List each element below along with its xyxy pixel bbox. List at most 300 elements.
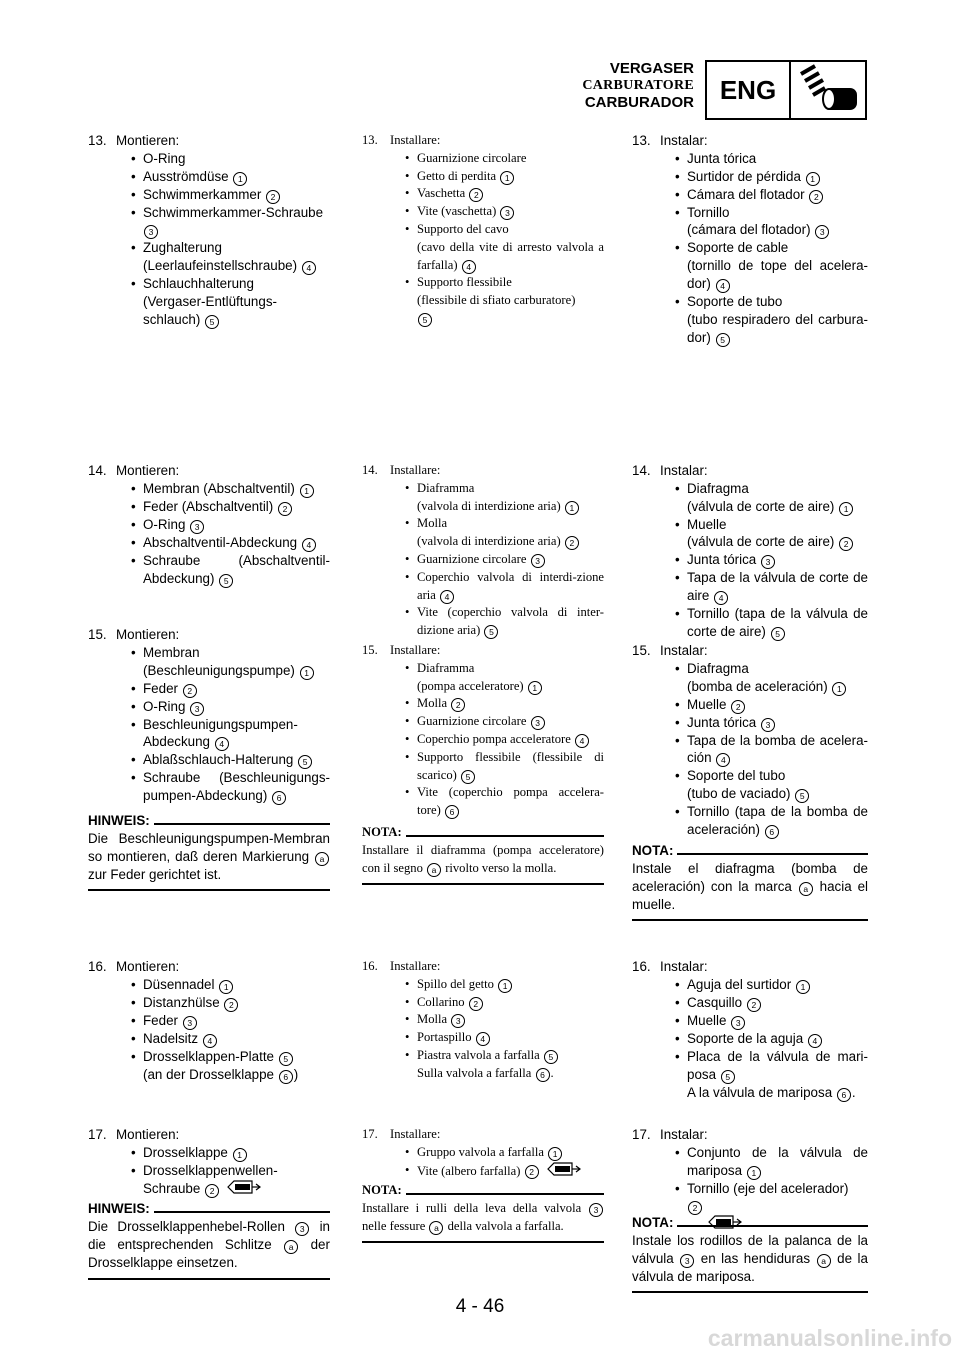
step-label: Instalar:	[660, 1127, 708, 1142]
callout-number: 1	[806, 172, 820, 186]
section-title-block	[582, 60, 694, 111]
callout-number: 2	[278, 502, 292, 516]
list-item	[88, 769, 330, 805]
list-item	[362, 221, 604, 274]
list-item	[632, 803, 868, 839]
list-item	[88, 150, 330, 168]
step-label: Montieren:	[116, 959, 180, 974]
item-text: Vaschetta	[417, 186, 466, 201]
item-text: Molla	[417, 1012, 448, 1027]
item-text: Junta tórica	[687, 552, 757, 568]
note-body	[362, 842, 604, 878]
step-17	[362, 1126, 604, 1181]
callout-number: 1	[233, 1148, 247, 1162]
callout-number: 6	[536, 1068, 550, 1082]
step-16	[88, 958, 330, 1084]
callout-number: 4	[462, 260, 476, 274]
note-text: de la válvula de mariposa.	[632, 1250, 868, 1284]
item-text: .	[550, 1065, 554, 1080]
note-end-rule	[362, 1241, 604, 1243]
list-item	[632, 767, 868, 803]
callout-number: 3	[680, 1254, 694, 1268]
callout-number: 3	[190, 520, 204, 534]
item-text: (bomba de aceleración)	[687, 678, 828, 694]
callout-number: 2	[451, 698, 465, 712]
callout-letter: a	[427, 863, 441, 877]
list-item	[632, 696, 868, 714]
note-text: en las hendiduras	[700, 1250, 811, 1266]
list-item	[362, 994, 604, 1012]
item-text: Piastra valvola a farfalla	[417, 1047, 540, 1062]
list-item	[88, 1144, 330, 1162]
list-item	[632, 293, 868, 347]
list-item	[88, 994, 330, 1012]
item-text: Muelle	[687, 696, 727, 712]
list-item	[362, 515, 604, 551]
callout-number: 1	[300, 484, 314, 498]
step-15	[632, 642, 868, 839]
note-title: NOTA:	[632, 1214, 868, 1232]
item-text: Düsennadel	[143, 976, 215, 992]
step-number: 15.	[362, 643, 378, 657]
item-text: O-Ring	[143, 150, 186, 166]
note-body	[88, 1218, 330, 1272]
list-item	[88, 168, 330, 186]
note-text: zur Feder gerichtet ist.	[88, 866, 222, 882]
callout-number: 6	[445, 805, 459, 819]
item-text: Supporto flessibile	[417, 275, 512, 290]
callout-number: 2	[224, 998, 238, 1012]
item-text: Junta tórica	[687, 150, 757, 166]
callout-number: 3	[761, 718, 775, 732]
item-text: Schraube	[143, 1180, 201, 1196]
item-text: Tornillo (eje del acelerador)	[687, 1180, 849, 1196]
step-label: Installare:	[390, 1127, 441, 1141]
callout-number: 1	[219, 980, 233, 994]
step-number: 14.	[362, 463, 378, 477]
note-text: der Drosselklappe einsetzen.	[88, 1236, 330, 1270]
step-14	[88, 462, 330, 588]
note-text: rivolto verso la molla.	[445, 860, 557, 875]
item-text: Diafragma	[687, 660, 749, 676]
list-item	[88, 498, 330, 516]
note-end-rule	[632, 1291, 868, 1293]
item-text: (valvola di interdizione aria)	[417, 534, 561, 549]
item-text: Supporto flessibile (flessibile di scarico)	[417, 749, 604, 782]
callout-number: 4	[203, 1034, 217, 1048]
callout-letter: a	[799, 882, 813, 896]
callout-number: 1	[832, 682, 846, 696]
note-end-rule	[632, 919, 868, 921]
list-item	[632, 1048, 868, 1102]
note-text: Installare i rulli della leva della valvola	[362, 1200, 582, 1215]
item-text: Junta tórica	[687, 714, 757, 730]
list-item	[632, 480, 868, 516]
list-item	[362, 784, 604, 820]
step-number: 16.	[362, 959, 378, 973]
item-text: Vite (albero farfalla)	[417, 1163, 521, 1178]
step-number: 13.	[88, 133, 107, 148]
step-13	[632, 132, 868, 347]
item-text: O-Ring	[143, 698, 186, 714]
list-item	[88, 480, 330, 498]
callout-number: 1	[300, 666, 314, 680]
page-number: 4 - 46	[455, 1296, 505, 1317]
item-text: Coperchio valvola di interdi-zione aria	[417, 569, 604, 602]
note-body	[88, 830, 330, 884]
item-text: pumpen-Abdeckung)	[143, 788, 268, 804]
note-text: hacia el muelle.	[632, 878, 868, 912]
item-text: schlauch)	[143, 311, 201, 327]
callout-number: 3	[531, 716, 545, 730]
list-item	[88, 516, 330, 534]
item-text: Soporte de cable	[687, 240, 789, 256]
list-item	[362, 551, 604, 569]
list-item	[88, 186, 330, 204]
item-text: .	[851, 1084, 856, 1100]
note-text: Instale los rodillos de la palanca de la válvula	[632, 1232, 868, 1266]
item-text: Muelle	[687, 516, 727, 532]
callout-number: 2	[688, 1201, 702, 1215]
item-text: (Abschaltventil-	[238, 552, 330, 568]
list-item	[88, 680, 330, 698]
callout-number: 4	[808, 1034, 822, 1048]
item-text: Schwimmerkammer-Schraube	[143, 204, 324, 220]
list-item	[362, 480, 604, 516]
list-item	[362, 731, 604, 749]
item-text: • Schraube	[143, 552, 201, 568]
item-text: Soporte del tubo	[687, 768, 786, 784]
item-text: Conjunto de la válvula de mariposa	[687, 1144, 868, 1178]
threadlock-icon	[226, 1180, 262, 1199]
list-item	[88, 275, 330, 329]
callout-number: 3	[190, 702, 204, 716]
item-text: Tornillo (tapa de la bomba de aceleración)	[687, 804, 868, 837]
item-text: Collarino	[417, 994, 465, 1009]
callout-number: 4	[716, 279, 730, 293]
note-end-rule	[88, 1278, 330, 1280]
callout-number: 5	[205, 315, 219, 329]
callout-number: 4	[714, 591, 728, 605]
callout-number: 6	[279, 1070, 293, 1084]
list-item	[632, 660, 868, 696]
list-item	[362, 749, 604, 785]
item-text: (an der Drosselklappe	[143, 1066, 274, 1082]
item-text: Abdeckung	[143, 734, 211, 750]
item-text: Membran	[143, 644, 200, 660]
item-text: Membran (Abschaltventil)	[143, 480, 295, 496]
list-item	[632, 976, 868, 994]
list-item	[632, 516, 868, 552]
callout-number: 6	[272, 791, 286, 805]
item-text: (válvula de corte de aire)	[687, 534, 835, 550]
step-label: Instalar:	[660, 133, 708, 148]
item-text: Diaframma	[417, 660, 475, 675]
list-item	[88, 1048, 330, 1084]
item-text: Drosselklappenwellen-	[143, 1162, 278, 1178]
callout-number: 4	[716, 753, 730, 767]
callout-number: 5	[795, 789, 809, 803]
list-item	[632, 605, 868, 641]
note-title: NOTA:	[362, 824, 604, 842]
list-item	[88, 534, 330, 552]
item-text: Tornillo (tapa de la válvula de corte de aire)	[687, 606, 868, 639]
step-label: Montieren:	[116, 463, 180, 478]
list-item	[362, 150, 604, 168]
callout-number: 3	[589, 1203, 603, 1217]
watermark-link[interactable]: carmanualsonline.info	[707, 1325, 952, 1351]
step-number: 13.	[632, 133, 651, 148]
step-17	[88, 1126, 330, 1198]
item-text: (tubo respiradero del carbura-dor)	[687, 311, 868, 345]
item-text: Feder	[143, 680, 178, 696]
list-item	[362, 1047, 604, 1083]
step-label: Installare:	[390, 643, 441, 657]
item-text: Feder	[143, 1012, 178, 1028]
item-text: (flessibile di sfiato carburatore)	[417, 293, 576, 308]
step-14	[362, 462, 604, 640]
callout-number: 5	[279, 1052, 293, 1066]
list-item	[88, 976, 330, 994]
callout-number: 5	[298, 755, 312, 769]
title-italian: CARBURATORE	[582, 78, 694, 93]
callout-number: 3	[295, 1222, 309, 1236]
item-text: Coperchio pompa acceleratore	[417, 731, 571, 746]
item-text: Vite (coperchio valvola di inter-dizione aria)	[417, 605, 604, 638]
list-item	[88, 644, 330, 680]
item-text: O-Ring	[143, 516, 186, 532]
step-number: 17.	[88, 1127, 107, 1142]
item-text: (cámara del flotador)	[687, 222, 811, 238]
callout-number: 2	[747, 998, 761, 1012]
item-text: Ausströmdüse	[143, 168, 229, 184]
item-text: Tapa de la válvula de corte de aire	[687, 570, 868, 604]
item-text: Vite (coperchio pompa accelera-tore)	[417, 785, 604, 818]
note-box	[88, 812, 330, 891]
list-item	[362, 168, 604, 186]
item-text: Portaspillo	[417, 1030, 472, 1045]
item-text: Feder (Abschaltventil)	[143, 498, 274, 514]
item-text: (Beschleunigungs-	[219, 770, 330, 786]
step-label: Installare:	[390, 959, 441, 973]
callout-number: 2	[525, 1165, 539, 1179]
item-text: (válvula de corte de aire)	[687, 498, 835, 514]
list-item	[88, 552, 330, 588]
list-item	[362, 274, 604, 327]
note-box	[362, 824, 604, 885]
step-13	[88, 132, 330, 329]
callout-number: 3	[761, 555, 775, 569]
list-item	[362, 1011, 604, 1029]
callout-number: 4	[302, 261, 316, 275]
note-box	[88, 1200, 330, 1280]
callout-letter: a	[284, 1240, 298, 1254]
item-text: • Schraube	[143, 770, 201, 786]
item-text: Drosselklappen-Platte	[143, 1048, 274, 1064]
callout-number: 5	[219, 574, 233, 588]
item-text: Placa de la válvula de mari-posa	[687, 1048, 868, 1082]
callout-number: 1	[565, 501, 579, 515]
callout-letter: a	[429, 1221, 443, 1235]
list-item	[632, 1012, 868, 1030]
step-16	[362, 958, 604, 1083]
callout-number: 6	[765, 825, 779, 839]
list-item	[362, 976, 604, 994]
item-text: Sulla valvola a farfalla	[417, 1065, 532, 1080]
note-box	[632, 842, 868, 921]
note-text: Instale el diafragma (bomba de aceleración) con la marca	[632, 860, 868, 894]
step-number: 16.	[632, 959, 651, 974]
callout-number: 5	[461, 770, 475, 784]
list-item	[362, 604, 604, 640]
callout-number: 3	[451, 1014, 465, 1028]
list-item	[632, 239, 868, 293]
note-title: HINWEIS:	[88, 812, 330, 830]
item-text: Spillo del getto	[417, 976, 494, 991]
callout-number: 2	[266, 190, 280, 204]
step-number: 14.	[632, 463, 651, 478]
item-text: Surtidor de pérdida	[687, 168, 801, 184]
list-item	[362, 660, 604, 696]
list-item	[632, 551, 868, 569]
callout-number: 1	[498, 979, 512, 993]
item-text: Aguja del surtidor	[687, 976, 792, 992]
list-item	[632, 1144, 868, 1180]
list-item	[632, 168, 868, 186]
note-body	[632, 1232, 868, 1286]
item-text: Muelle	[687, 1012, 727, 1028]
step-label: Montieren:	[116, 133, 180, 148]
list-item	[632, 204, 868, 240]
step-16	[632, 958, 868, 1102]
list-item	[88, 204, 330, 240]
callout-number: 2	[809, 190, 823, 204]
callout-number: 5	[418, 313, 432, 327]
step-15	[88, 626, 330, 805]
item-text: Tapa de la bomba de acelera-ción	[687, 732, 868, 766]
list-item	[88, 1162, 330, 1199]
list-item	[362, 203, 604, 221]
callout-number: 3	[815, 225, 829, 239]
callout-number: 2	[183, 684, 197, 698]
step-number: 15.	[88, 627, 107, 642]
callout-number: 4	[476, 1032, 490, 1046]
note-text: della valvola a farfalla.	[447, 1218, 564, 1233]
list-item	[632, 732, 868, 768]
item-text: Diaframma	[417, 480, 475, 495]
callout-number: 1	[528, 681, 542, 695]
item-text: Schwimmerkammer	[143, 186, 262, 202]
item-text: (Beschleunigungspumpe)	[143, 662, 295, 678]
callout-number: 3	[183, 1016, 197, 1030]
callout-number: 3	[144, 225, 158, 239]
callout-number: 3	[500, 206, 514, 220]
callout-number: 4	[575, 734, 589, 748]
step-number: 16.	[88, 959, 107, 974]
callout-number: 5	[544, 1050, 558, 1064]
item-text: Ablaßschlauch-Halterung	[143, 752, 294, 768]
list-item	[632, 714, 868, 732]
item-text: (Vergaser-Entlüftungs-	[143, 293, 277, 309]
callout-letter: a	[315, 852, 329, 866]
item-text: Getto di perdita	[417, 168, 497, 183]
item-text: A la válvula de mariposa	[687, 1084, 833, 1100]
item-text: Schlauchhalterung	[143, 276, 254, 292]
list-item	[88, 698, 330, 716]
note-text: Die Beschleunigungspumpen-Membran so montieren, daß deren Markierung	[88, 830, 330, 864]
callout-number: 1	[747, 1166, 761, 1180]
note-body	[632, 860, 868, 914]
step-14	[632, 462, 868, 641]
list-item	[88, 751, 330, 769]
item-text: Molla	[417, 696, 448, 711]
threadlock-icon	[546, 1162, 582, 1182]
callout-number: 1	[796, 980, 810, 994]
item-text: (Leerlaufeinstellschraube)	[143, 258, 298, 274]
item-text: Guarnizione circolare	[417, 551, 527, 566]
list-item	[632, 569, 868, 605]
item-text: (cavo della vite di arresto valvola a farfalla)	[417, 239, 604, 272]
item-text: Drosselklappe	[143, 1144, 228, 1160]
note-box	[632, 1214, 868, 1293]
callout-number: 2	[205, 1184, 219, 1198]
step-number: 17.	[632, 1127, 651, 1142]
step-label: Instalar:	[660, 643, 708, 658]
note-text: Die Drosselklappenhebel-Rollen	[88, 1218, 285, 1234]
step-label: Montieren:	[116, 1127, 180, 1142]
item-text: Abschaltventil-Abdeckung	[143, 534, 298, 550]
step-number: 15.	[632, 643, 651, 658]
callout-number: 4	[302, 538, 316, 552]
list-item	[362, 1162, 604, 1182]
callout-number: 2	[565, 536, 579, 550]
list-item	[362, 1144, 604, 1162]
item-text: Casquillo	[687, 994, 743, 1010]
item-text: Gruppo valvola a farfalla	[417, 1144, 544, 1159]
item-text: Soporte de tubo	[687, 293, 783, 309]
item-text: Guarnizione circolare	[417, 150, 527, 165]
step-15	[362, 642, 604, 820]
callout-number: 3	[531, 554, 545, 568]
item-text: Distanzhülse	[143, 994, 220, 1010]
note-text: in die entsprechenden Schlitze	[88, 1218, 330, 1252]
item-text: Abdeckung)	[143, 570, 215, 586]
step-number: 14.	[88, 463, 107, 478]
chapter-badge	[705, 60, 867, 120]
item-text: Tornillo	[687, 204, 730, 220]
callout-number: 3	[731, 1016, 745, 1030]
note-end-rule	[88, 889, 330, 891]
item-text: (tornillo de tope del acelera-dor)	[687, 258, 868, 291]
title-spanish: CARBURADOR	[584, 94, 694, 111]
callout-number: 2	[731, 700, 745, 714]
callout-number: 5	[721, 1070, 735, 1084]
item-text: (tubo de vaciado)	[687, 786, 791, 802]
item-text: Cámara del flotador	[687, 186, 805, 202]
note-box	[362, 1182, 604, 1243]
callout-number: 1	[500, 171, 514, 185]
list-item	[362, 695, 604, 713]
step-label: Instalar:	[660, 463, 708, 478]
step-label: Installare:	[390, 133, 441, 147]
step-number: 17.	[362, 1127, 378, 1141]
note-end-rule	[362, 883, 604, 885]
list-item	[632, 994, 868, 1012]
list-item	[632, 186, 868, 204]
list-item	[632, 150, 868, 168]
step-label: Montieren:	[116, 627, 180, 642]
list-item	[88, 239, 330, 275]
